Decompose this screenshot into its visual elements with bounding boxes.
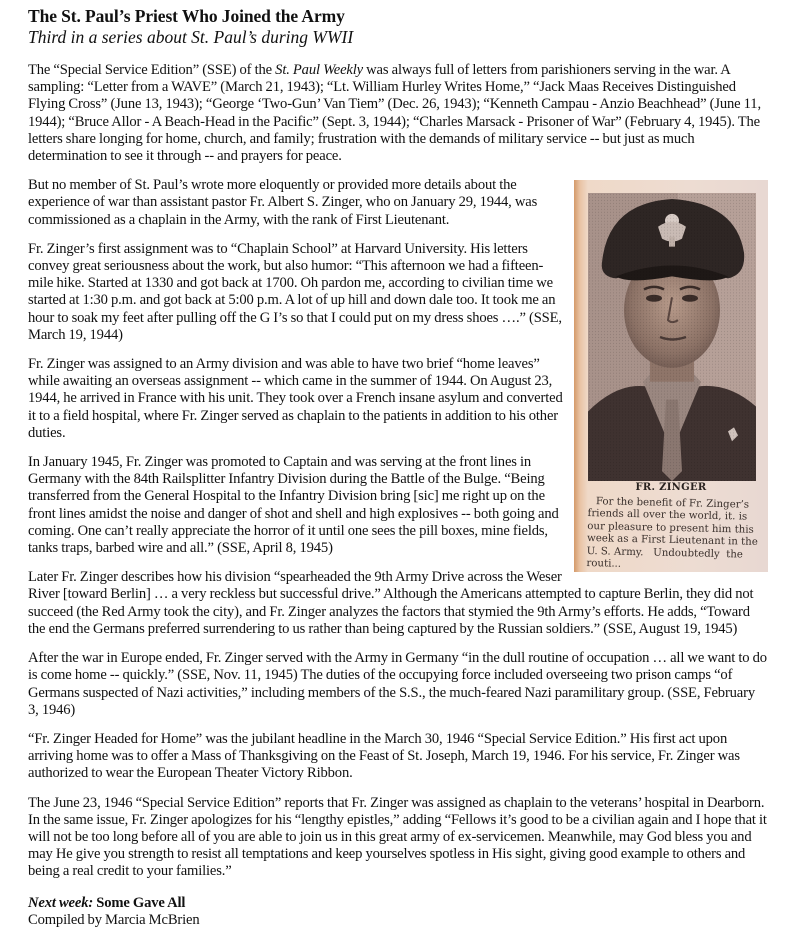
paragraph-8: “Fr. Zinger Headed for Home” was the jubilant headline in the March 30, 1946 “Special Service Edition.” His first act upon arriving home was to offer a Mass of Thanksgiving on the Feast of St. Joseph, March 19, 1946. For his service, Fr. Zinger was authorized to wear the European Theater Victory Ribbon. — [28, 730, 740, 782]
paragraph-2: But no member of St. Paul’s wrote more eloquently or provided more details about the experience of war than assistant pastor Fr. Albert S. Zinger, who on January 29, 1944, was commissioned as a chaplain in the Army, with the rank of First Lieutenant. — [28, 177, 538, 228]
next-week-title: Some Gave All — [93, 894, 186, 911]
caption-line: routi... — [586, 558, 622, 571]
paragraph-9: The June 23, 1946 “Special Service Edition” reports that Fr. Zinger was assigned as chaplain to the veterans’ hospital in Dearborn. In the same issue, Fr. Zinger apologizes for his “lengthy epistles,” adding “Fellows it’s good to be a civilian again and I hope that it will not be too long before all of you are able to join us in this great army of ex-servicemen. Meanwhile, may God bless you and may He give you strength to resist all temptations and keep yourselves spotless in His sight, giving good example to others and being a real credit to your families.” — [28, 794, 767, 880]
caption-line-first: For the benefit of Fr. Zinger’s — [595, 496, 750, 511]
article — [28, 6, 768, 929]
photo-caption-text — [586, 496, 764, 572]
paragraph-3: Fr. Zinger’s first assignment was to “Chaplain School” at Harvard University. His letters convey great seriousness about the work, but also humor: “This afternoon we had a fifteen-mile hike. Started at 1330 and got back at 1700. Oh pardon me, according to civilian time we started at 1:30 p.m. and got back at 5:00 p.m. A lot of up hill and down dale too. It took me an hour to soak my feet after pulling off the G I’s so that I could put on my dress shoes ….” (SSE, March 19, 1944) — [28, 240, 562, 343]
caption-line: our pleasure to present him this — [587, 521, 754, 536]
paragraph-5: In January 1945, Fr. Zinger was promoted to Captain and was serving at the front lines in Germany with the 84th Railsplitter Infantry Division during the Battle of the Bulge. “Being transferred from the General Hospital to the Infantry Division bring [sic] me right up on the front lines amidst the noise and danger of shot and shell and high explosives -- both going and coming. One can’t really appreciate the horror of it until one sees the pill boxes, mine fields, tanks traps, barbed wire and all.” (SSE, April 8, 1945) — [28, 454, 559, 557]
article-title: The St. Paul’s Priest Who Joined the Army — [28, 6, 345, 26]
caption-line: week as a First Lieutenant in the — [586, 533, 758, 549]
article-subtitle: Third in a series about St. Paul’s during WWII — [28, 27, 354, 47]
paragraph-1 — [28, 62, 768, 165]
photo-caption-title: FR. ZINGER — [635, 482, 707, 494]
caption-line: friends all over the world, it. is — [587, 508, 748, 524]
paragraph-1-text-b: was always full of letters from parishioners serving in the war. A sampling: “Letter from a WAVE” (March 21, 1943); “Lt. William Hurley Writes Home,” “Jack Maas Receives Distinguished Flying Cross” (June 13, 1943); “George ‘Two-Gun’ Van Tiem” (Dec. 26, 1943); “Kenneth Campau - Anzio Beachhead” (June 11, 1944); “Bruce Allor - A Beach-Head in the Pacific” (Sept. 3, 1944); “Charles Marsack - Prisoner of War” (February 4, 1945). The letters share longing for home, church, and family; frustration with the demands of military service -- but just as much determination to see it through -- and prayers for peace. — [28, 62, 761, 165]
newspaper-clipping-photo — [574, 180, 768, 572]
paragraph-1-text-a: The “Special Service Edition” (SSE) of the — [28, 62, 276, 78]
publication-name: St. Paul Weekly — [275, 62, 363, 78]
next-week-line — [28, 895, 768, 912]
paragraph-7: After the war in Europe ended, Fr. Zinger served with the Army in Germany “in the dull routine of occupation … all we want to do is come home -- quickly.” (SSE, Nov. 11, 1945) The duties of the occupying force included overseeing two prison camps “of Germans suspected of Nazi activities,” including members of the S.S., the much-feared Nazi paramilitary group. (SSE, February 3, 1946) — [28, 650, 767, 718]
byline: Compiled by Marcia McBrien — [28, 911, 200, 928]
paragraph-6: Later Fr. Zinger describes how his division “spearheaded the 9th Army Drive across the Weser River [toward Berlin] … a very reckless but successful drive.” Although the Americans attempted to capture Berlin, they did not succeed (the Red Army took the city), and Fr. Zinger analyzes the factors that stymied the 9th Army’s efforts. He adds, “Toward the end the Germans preferred surrendering to us rather than being captured by the Russian soldiers.” (SSE, August 19, 1945) — [28, 569, 754, 637]
caption-line: U. S. Army. Undoubtedly the — [586, 545, 744, 561]
paragraph-4: Fr. Zinger was assigned to an Army division and was able to have two brief “home leaves” while awaiting an overseas assignment -- which came in the summer of 1944. On August 23, 1944, he arrived in France with his unit. They took over a French insane asylum and converted it to a field hospital, where Fr. Zinger served as chaplain to the patients in addition to his other duties. — [28, 356, 563, 441]
next-week-label: Next week: — [28, 894, 94, 911]
portrait-image — [588, 193, 756, 481]
